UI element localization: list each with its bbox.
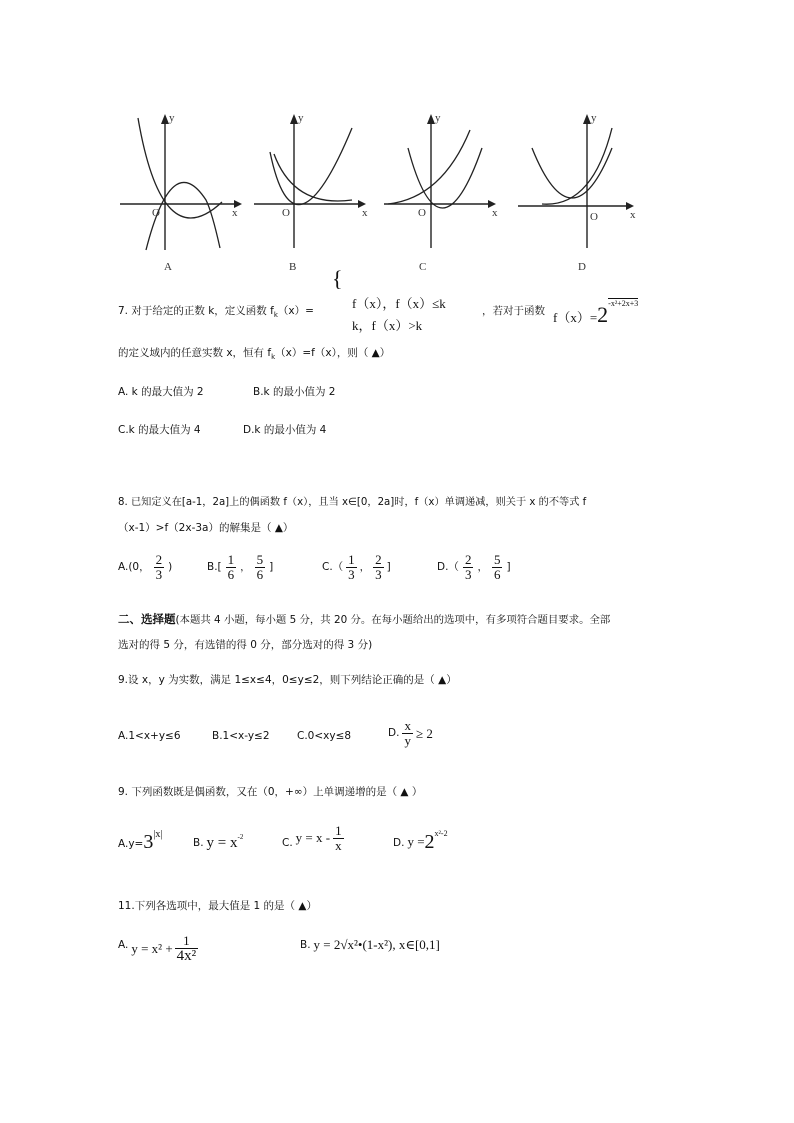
graph-b: [254, 112, 368, 273]
q7-option-b: B.k 的最小值为 2: [253, 386, 336, 398]
graph-d: [518, 112, 636, 273]
graph-b-curve-2: [274, 154, 352, 201]
graph-a-y-arrow: [161, 114, 169, 124]
q8-option-b: [207, 553, 273, 581]
q7-mid: （x）=: [277, 305, 314, 317]
q7-stem-line2: [118, 348, 390, 361]
q9b-d-exp: x²-2: [434, 829, 448, 838]
q9a-option-d: [388, 719, 433, 747]
q9b-d-expr-lhs: y =: [407, 834, 425, 849]
q7-option-c: C.k 的最大值为 4: [118, 424, 201, 436]
q8-b-sep: ，: [240, 560, 251, 573]
function-graphs-figure: [112, 108, 662, 278]
section-2-desc: (本题共 4 小题，每小题 5 分，共 20 分。在每小题给出的选项中，有多项符合题目要求。全部: [175, 614, 611, 626]
q8-b-num-2: 5: [256, 552, 264, 567]
q8-d-sep: ，: [477, 560, 488, 573]
q9b-b-exp: -2: [237, 833, 244, 841]
q9a-d-frac: [402, 719, 413, 747]
q9a-option-a: A.1<x+y≤6: [118, 730, 181, 742]
q8-option-c: [322, 553, 391, 581]
q9b-c-pre: C.: [282, 836, 293, 849]
q8-a-post: ): [168, 560, 173, 573]
q7-suffix: ，若对于函数: [482, 305, 545, 317]
q11-option-a: [118, 934, 198, 964]
q9b-c-num: 1: [335, 823, 342, 838]
q7-case-2: k，f（x）>k: [352, 318, 423, 333]
q9b-a-pre: A.y=: [118, 837, 144, 850]
q11-a-frac: [175, 934, 199, 964]
graph-d-label: D: [578, 261, 586, 273]
q8-c-den-2: 3: [375, 566, 382, 582]
q9a-d-pre: D.: [388, 726, 400, 739]
q8-c-den-1: 3: [348, 566, 355, 582]
q11-a-pre: A.: [118, 938, 129, 951]
graph-c-curve-2: [408, 148, 482, 208]
graph-d-y-arrow: [583, 114, 591, 124]
graph-c-y-label: y: [435, 112, 441, 124]
q7-line2-sub: k: [271, 353, 276, 362]
q8-c-sep: ，: [359, 560, 371, 573]
graph-d-origin: O: [590, 211, 598, 223]
q7-case-1: f（x），f（x）≤k: [352, 296, 446, 311]
graph-d-y-label: y: [591, 112, 597, 124]
q8-b-num-1: 1: [227, 552, 235, 567]
q7-option-a: A. k 的最大值为 2: [118, 386, 204, 398]
section-2-title: 二、选择题: [118, 612, 176, 626]
q7-func-base: 2: [597, 302, 609, 327]
graph-a-x-label: x: [232, 207, 238, 219]
q8-c-num-1: 1: [348, 552, 355, 567]
q9b-a-base: 3: [143, 831, 154, 853]
q8-b-frac-1: [226, 553, 237, 581]
q7-prefix: 7. 对于给定的正数 k，定义函数 f: [118, 305, 274, 317]
q8-option-d: [437, 553, 511, 581]
q8-option-a: [118, 553, 172, 581]
q9b-option-d: [393, 829, 448, 853]
graph-a-origin: O: [152, 207, 160, 219]
q9b-c-expr: y = x -: [295, 830, 331, 846]
q9a-d-num: x: [404, 718, 411, 733]
q7-line2-prefix: 的定义域内的任意实数 x，恒有 f: [118, 347, 272, 359]
q9b-option-c: [282, 824, 344, 852]
q8-c-pre: C.（: [322, 560, 344, 573]
graph-c-y-arrow: [427, 114, 435, 124]
q9b-option-b: [193, 833, 244, 851]
q8-d-num-1: 2: [464, 552, 472, 567]
q11-a-num: 1: [175, 934, 199, 949]
q9a-option-c: C.0<xy≤8: [297, 730, 352, 742]
graph-a: [120, 112, 242, 273]
q11-b-expr: y = 2√x²•(1-x²), x∈[0,1]: [313, 937, 440, 952]
q7-stem-line1: [118, 306, 314, 319]
graph-c-curve-1: [388, 130, 470, 204]
q8-b-den-1: 6: [227, 566, 235, 582]
q8-c-post: ]: [386, 560, 391, 573]
graph-b-curve-1: [270, 128, 352, 205]
q8-a-frac: [154, 553, 165, 581]
graph-b-y-arrow: [290, 114, 298, 124]
q8-d-frac-2: [492, 553, 503, 581]
q7-func-lhs: f（x）=: [553, 310, 598, 325]
graph-b-origin: O: [282, 207, 290, 219]
q7-line2-suffix: （x）=f（x），则（ ▲）: [275, 347, 391, 359]
graph-c-x-label: x: [492, 207, 498, 219]
q9b-a-exp: |x|: [153, 829, 163, 840]
q8-c-frac-2: [373, 553, 384, 581]
q8-a-pre: A.(0，: [118, 560, 150, 573]
graph-c: [384, 112, 498, 273]
section-2-line2: 选对的得 5 分，有选错的得 0 分，部分选对的得 3 分): [118, 639, 373, 651]
graph-b-y-label: y: [298, 112, 304, 124]
graph-b-x-label: x: [362, 207, 368, 219]
graph-d-x-label: x: [630, 209, 636, 221]
graph-d-curve-2: [532, 148, 612, 198]
q9b-c-den: x: [335, 837, 342, 853]
graph-a-label: A: [164, 261, 172, 273]
q8-b-post: ]: [269, 560, 274, 573]
q9a-option-b: B.1<x-y≤2: [212, 730, 270, 742]
q8-c-frac-1: [346, 553, 357, 581]
graph-a-curve-1: [138, 118, 222, 218]
q7-brace: {: [332, 266, 343, 291]
q9a-d-den: y: [404, 732, 411, 748]
q9a-d-post: ≥ 2: [415, 725, 433, 741]
q9b-c-frac: [333, 824, 344, 852]
graph-a-y-label: y: [169, 112, 175, 124]
section-2-line1: [118, 614, 610, 626]
q9a-stem: 9.设 x，y 为实数，满足 1≤x≤4，0≤y≤2，则下列结论正确的是（ ▲）: [118, 674, 457, 686]
q8-d-den-2: 6: [493, 566, 501, 582]
q8-a-den: 3: [155, 566, 163, 582]
q9b-b-expr: y = x: [206, 835, 238, 851]
graph-b-label: B: [289, 261, 297, 273]
q7-subscript: k: [273, 311, 278, 320]
q9b-d-pre: D.: [393, 836, 405, 849]
graph-c-label: C: [419, 261, 427, 273]
q9b-stem: 9. 下列函数既是偶函数，又在（0，+∞）上单调递增的是（ ▲ ）: [118, 786, 423, 798]
q11-option-b: [300, 937, 440, 953]
q7-func-exp: -x²+2x+3: [608, 299, 639, 308]
q7-option-d: D.k 的最小值为 4: [243, 424, 327, 436]
q11-a-expr: y = x² +: [131, 941, 173, 957]
q9b-d-base: 2: [424, 831, 435, 853]
q8-d-post: ]: [506, 560, 511, 573]
q8-b-pre: B.[: [207, 560, 222, 573]
q8-b-den-2: 6: [256, 566, 264, 582]
q8-b-frac-2: [255, 553, 266, 581]
q11-b-pre: B.: [300, 938, 311, 951]
q8-d-pre: D.（: [437, 560, 459, 573]
q11-stem: 11.下列各选项中，最大值是 1 的是（ ▲）: [118, 900, 317, 912]
q7-function: [553, 299, 639, 328]
q8-d-den-1: 3: [464, 566, 472, 582]
q8-a-num: 2: [155, 552, 163, 567]
q9b-option-a: [118, 829, 163, 853]
q8-stem-line1: 8. 已知定义在[a-1，2a]上的偶函数 f（x），且当 x∈[0，2a]时，f（x）单调递减，则关于 x 的不等式 f: [118, 497, 587, 508]
q8-d-num-2: 5: [493, 552, 501, 567]
graph-d-curve-1: [542, 128, 612, 204]
q9b-b-pre: B.: [193, 836, 204, 849]
q8-stem-line2: （x-1）>f（2x-3a）的解集是（ ▲）: [118, 522, 294, 534]
q11-a-den: 4x²: [176, 947, 197, 964]
graph-c-origin: O: [418, 207, 426, 219]
q8-d-frac-1: [463, 553, 474, 581]
q8-c-num-2: 2: [375, 552, 382, 567]
